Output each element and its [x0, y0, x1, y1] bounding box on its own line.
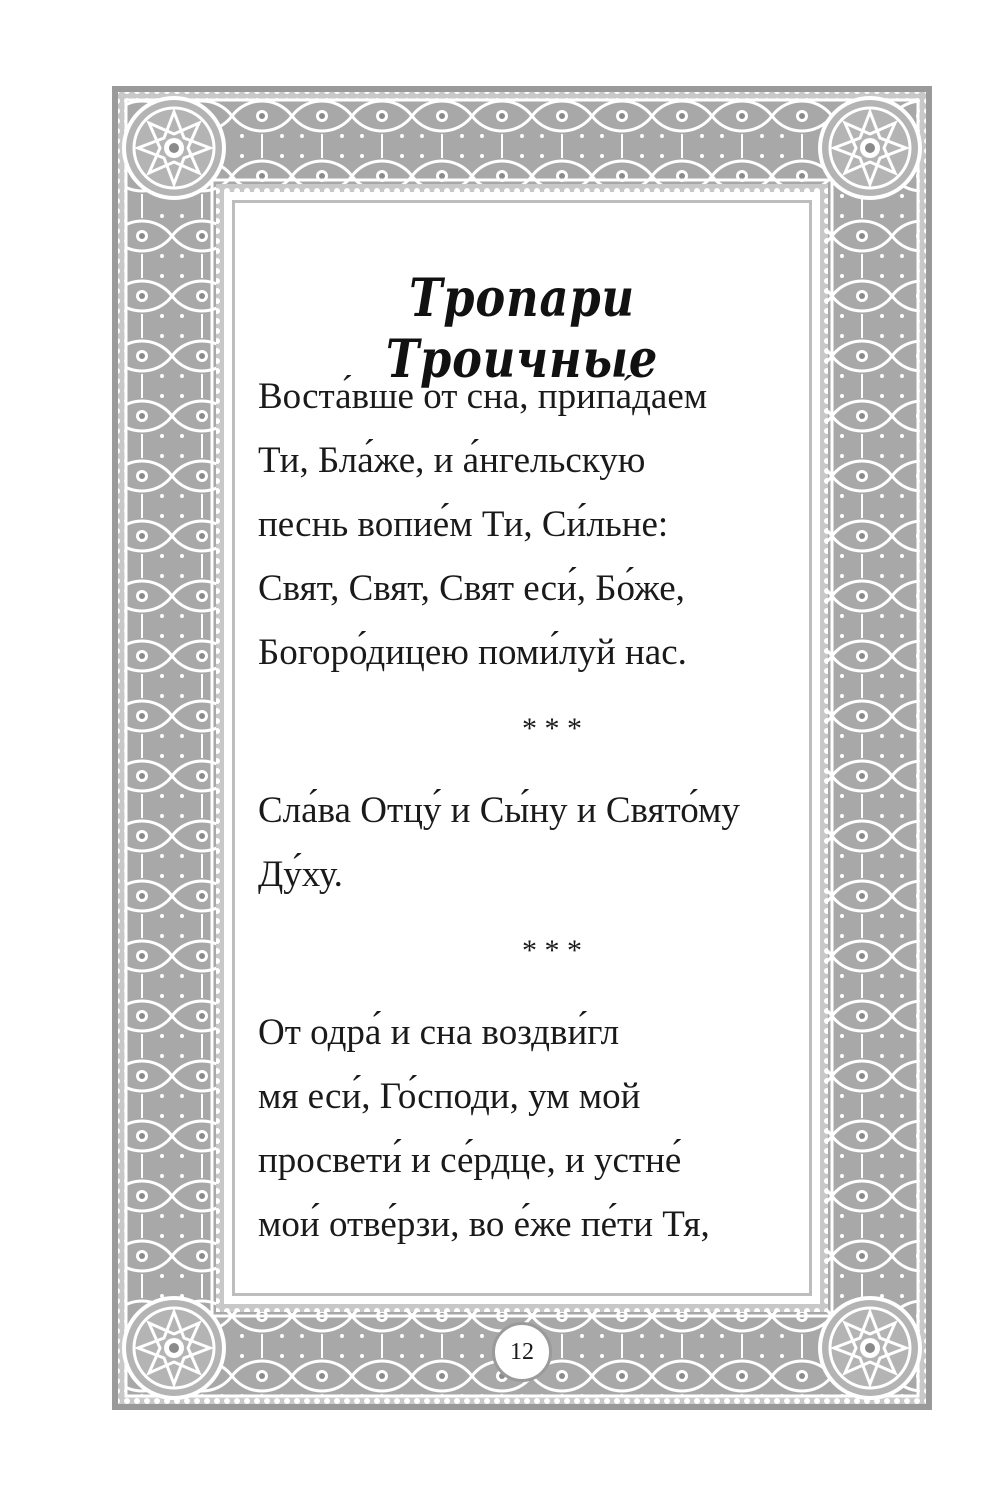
text-line: Сла́ва Отцу́ и Сы́ну и Свято́му — [258, 790, 740, 831]
text-line: От одра́ и сна воздви́гл — [258, 1012, 620, 1053]
text-line: Ду́ху. — [258, 854, 343, 895]
text-line: мои́ отве́рзи, во е́же пе́ти Тя, — [258, 1204, 710, 1245]
text-line: просвети́ и се́рдце, и устне́ — [258, 1140, 682, 1181]
section-separator: * * * — [522, 712, 582, 745]
text-line: Воста́вше от сна, припа́даем — [258, 376, 708, 417]
text-line: песнь вопие́м Ти, Си́льне: — [258, 504, 669, 545]
text-line: Свят, Свят, Свят еси́, Бо́же, — [258, 568, 685, 609]
text-line: Ти, Бла́же, и а́нгельскую — [258, 440, 646, 481]
text-line: Богоро́дицею поми́луй нас. — [258, 632, 687, 673]
page-number: 12 — [492, 1322, 552, 1382]
section-separator: * * * — [522, 934, 582, 967]
text-line: мя еси́, Го́споди, ум мой — [258, 1076, 641, 1117]
page-title: Тропари Троичные — [385, 268, 659, 390]
